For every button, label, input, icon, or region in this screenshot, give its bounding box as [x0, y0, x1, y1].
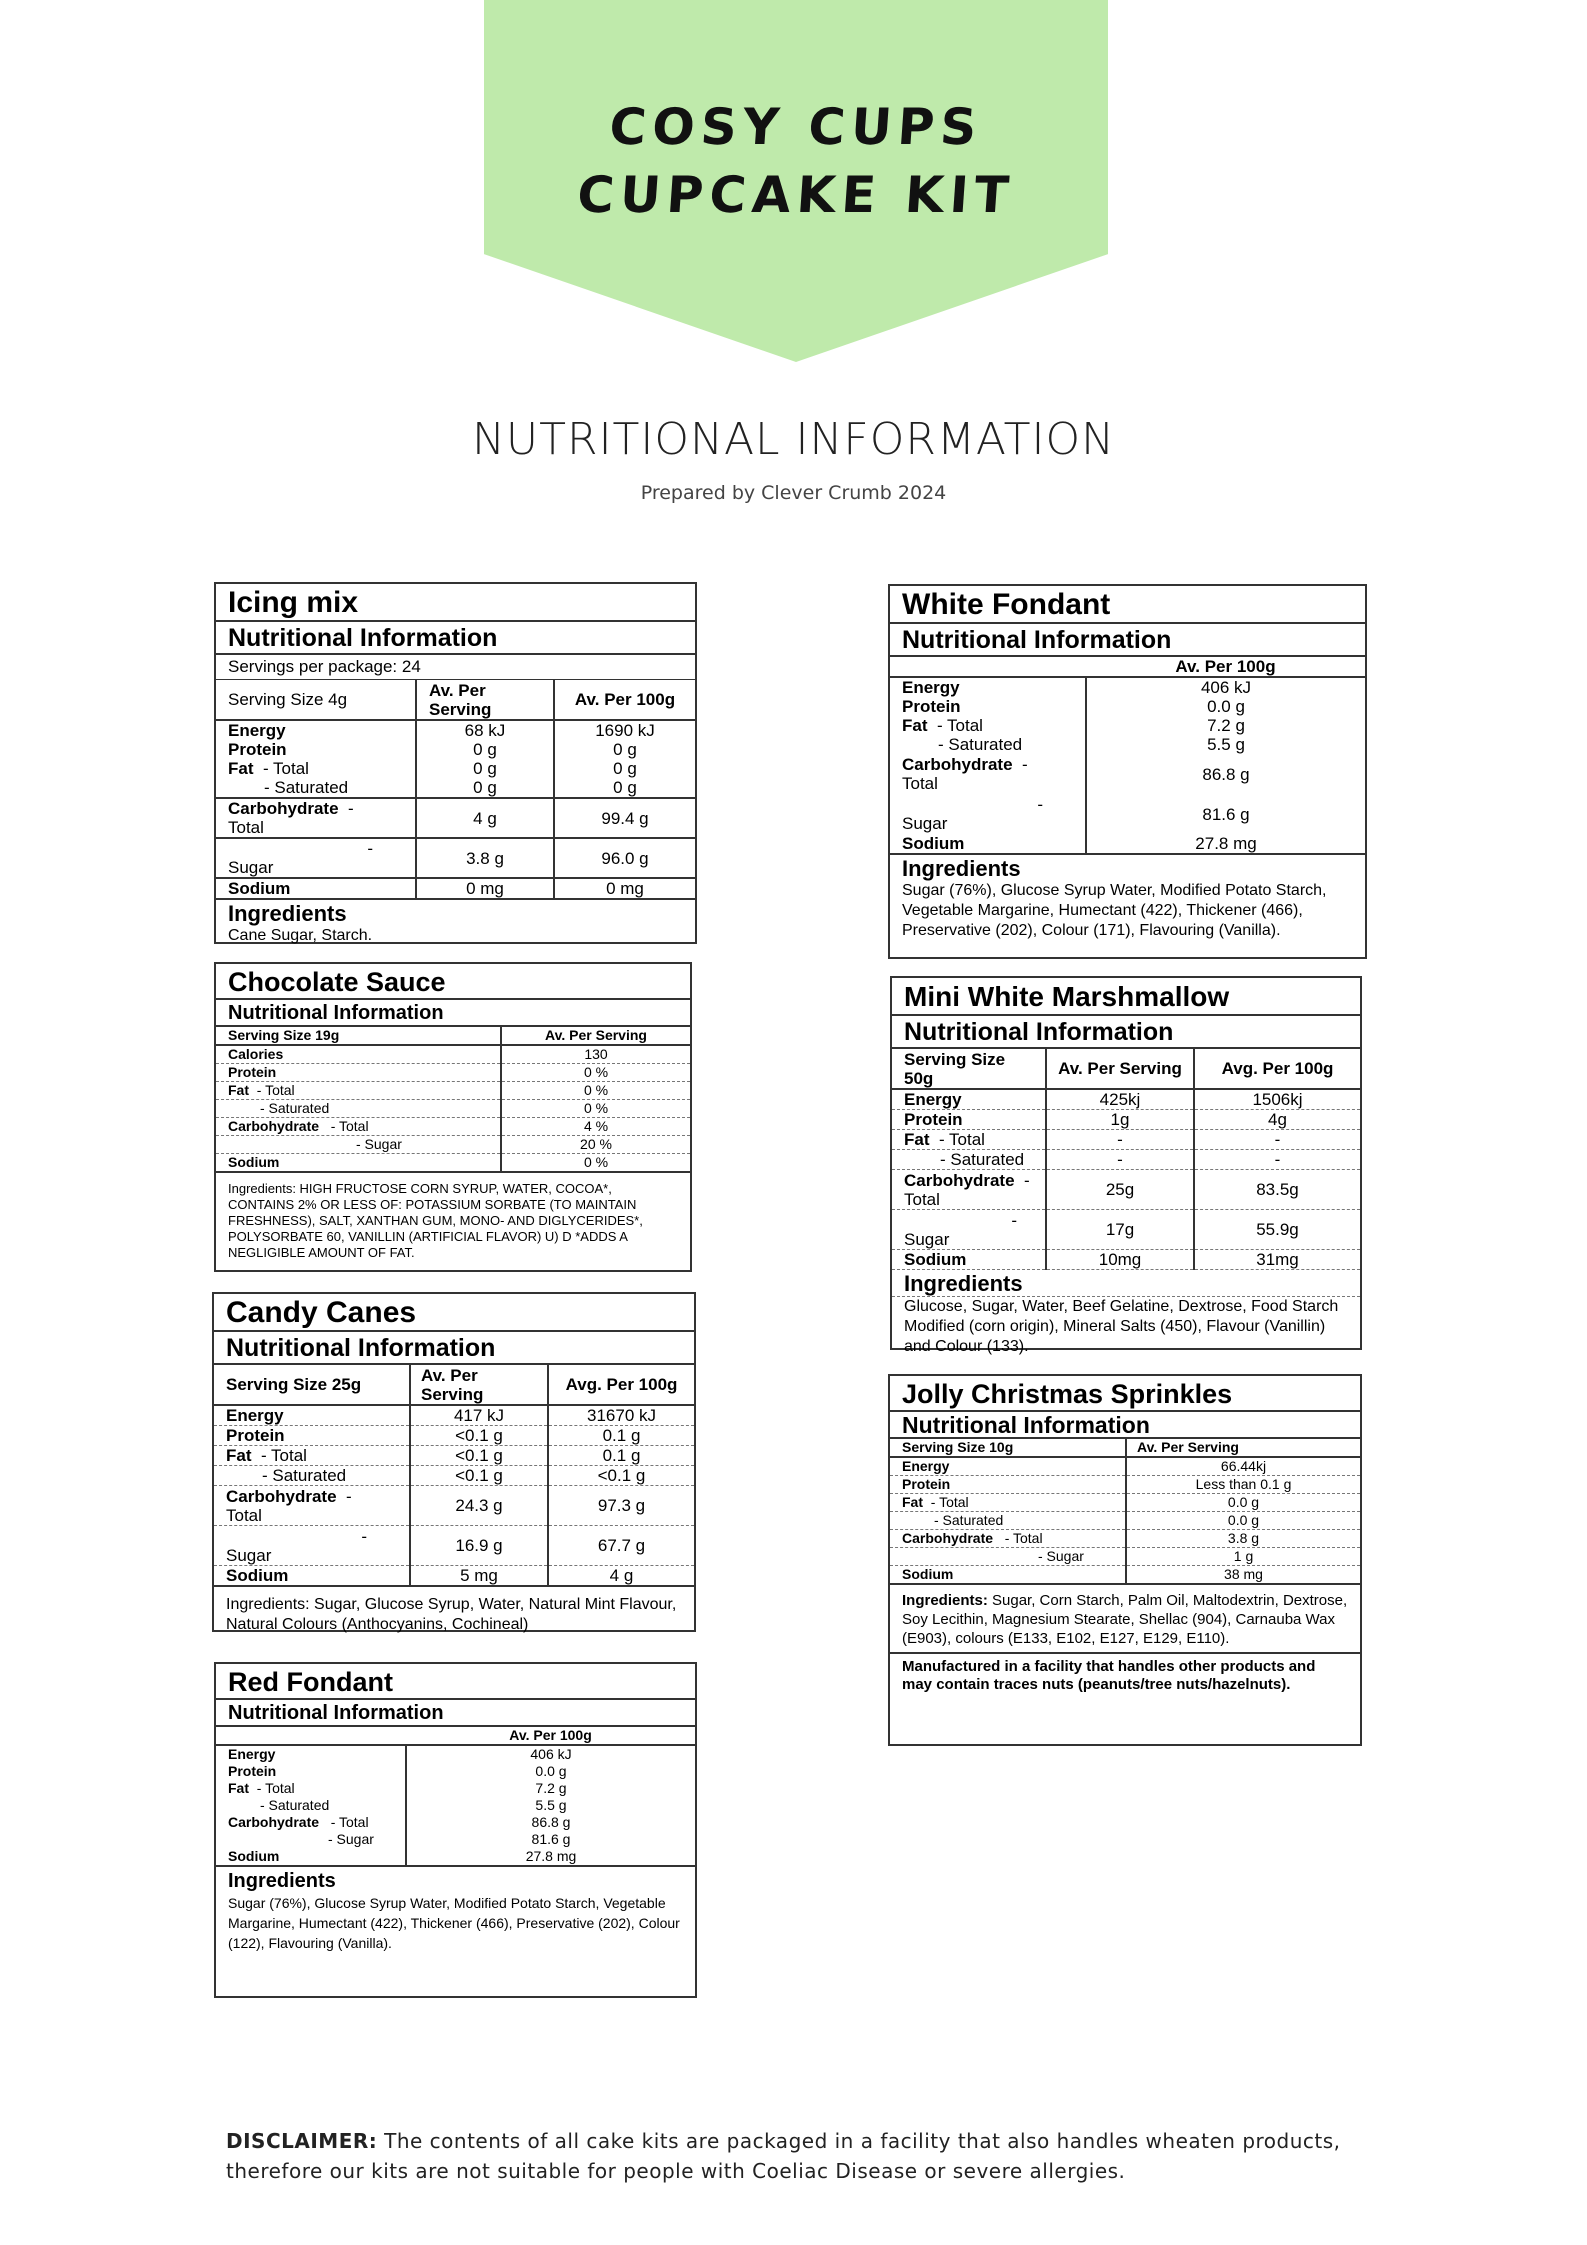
cell: 81.6 g: [1086, 794, 1365, 834]
panel-name: Mini White Marshmallow: [892, 978, 1360, 1016]
row-label: - Saturated: [938, 735, 1023, 754]
ingredients-text: Sugar (76%), Glucose Syrup Water, Modified Potato Starch, Vegetable Margarine, Humectant (422), Thickener (466), Preservative (202), Colour (171), Flavouring (Vanilla).: [902, 882, 1327, 939]
cell: 81.6 g: [406, 1831, 695, 1848]
row-label: Energy: [214, 1405, 410, 1426]
cell: 5 mg: [410, 1566, 548, 1587]
cell: <0.1 g: [410, 1466, 548, 1486]
row-label: Carbohydrate - Total: [902, 755, 1028, 793]
cell: 0 g: [416, 740, 554, 759]
nutrition-table: [892, 1049, 1360, 1270]
cell: 31mg: [1194, 1250, 1360, 1270]
cell: 0 g: [554, 778, 695, 798]
cell: 1506kj: [1194, 1089, 1360, 1110]
column-header: Av. Per Serving: [1126, 1439, 1360, 1457]
row-label: Protein: [890, 1476, 1126, 1494]
ingredients-title: Ingredients: [892, 1270, 1360, 1297]
cell: 5.5 g: [406, 1797, 695, 1814]
panel-jolly-christmas-sprinkles: [888, 1374, 1362, 1746]
row-label: Carbohydrate - Total: [890, 1530, 1126, 1548]
cell: -: [1194, 1150, 1360, 1170]
column-header: Av. Per 100g: [554, 680, 695, 720]
row-label: Sodium: [216, 1848, 406, 1866]
panel-icing-mix: [214, 582, 697, 944]
column-header: Avg. Per 100g: [1194, 1049, 1360, 1089]
panel-white-fondant: [888, 584, 1367, 959]
ingredients-text: Glucose, Sugar, Water, Beef Gelatine, Dextrose, Food Starch Modified (corn origin), Mineral Salts (450), Flavour (Vanillin) and Colour (133).: [904, 1298, 1339, 1355]
cell: 0 g: [416, 778, 554, 798]
serving-size: Serving Size 25g: [214, 1365, 410, 1405]
panel-heading: Nutritional Information: [890, 1412, 1360, 1439]
row-label: Carbohydrate - Total: [892, 1170, 1046, 1210]
cell: 425kj: [1046, 1089, 1194, 1110]
ingredients-text: Ingredients: Sugar, Glucose Syrup, Water, Natural Mint Flavour, Natural Colours (Anthocyanins, Cochineal): [226, 1596, 677, 1633]
panel-name: Chocolate Sauce: [216, 964, 690, 1000]
cell: 5.5 g: [1086, 735, 1365, 754]
cell: 7.2 g: [1086, 716, 1365, 735]
column-header: Av. Per Serving: [501, 1027, 690, 1045]
panel-heading: Nutritional Information: [216, 622, 695, 655]
row-label: - Saturated: [890, 1512, 1126, 1530]
column-header: Av. Per 100g: [1086, 657, 1365, 677]
row-label: Carbohydrate - Total: [216, 798, 416, 838]
ingredients-text: Cane Sugar, Starch.: [228, 927, 373, 944]
row-label: Fat - Total: [216, 1082, 501, 1100]
cell: 20 %: [501, 1136, 690, 1154]
panel-candy-canes: [212, 1292, 696, 1632]
column-header: Av. Per Serving: [410, 1365, 548, 1405]
cell: 417 kJ: [410, 1405, 548, 1426]
cell: 66.44kj: [1126, 1457, 1360, 1476]
cell: 1690 kJ: [554, 720, 695, 740]
panel-mini-white-marshmallow: [890, 976, 1362, 1355]
cell: 83.5g: [1194, 1170, 1360, 1210]
row-label: Protein: [892, 1110, 1046, 1130]
cell: 25g: [1046, 1170, 1194, 1210]
disclaimer-text: The contents of all cake kits are packaged in a facility that also handles wheaten products, therefore our kits are not suitable for people with Coeliac Disease or severe allergies.: [226, 2129, 1341, 2183]
facility-notice: Manufactured in a facility that handles other products and may contain traces nuts (peanuts/tree nuts/hazelnuts).: [890, 1652, 1360, 1698]
cell: 16.9 g: [410, 1526, 548, 1566]
cell: 0.0 g: [1126, 1512, 1360, 1530]
panel-heading: Nutritional Information: [214, 1332, 694, 1365]
row-label: - Saturated: [892, 1150, 1046, 1170]
cell: 17g: [1046, 1210, 1194, 1250]
cell: <0.1 g: [410, 1446, 548, 1466]
cell: 0.1 g: [548, 1446, 694, 1466]
cell: 1 g: [1126, 1548, 1360, 1566]
panel-heading: Nutritional Information: [216, 1000, 690, 1027]
row-label: Protein: [902, 697, 961, 716]
cell: -: [1194, 1130, 1360, 1150]
row-label: Calories: [216, 1045, 501, 1064]
row-label: Energy: [228, 721, 286, 740]
cell: 96.0 g: [554, 838, 695, 878]
serving-size: Serving Size 50g: [892, 1049, 1046, 1089]
cell: 68 kJ: [416, 720, 554, 740]
serving-size: Serving Size 19g: [216, 1027, 501, 1045]
brand-title-line1: COSY CUPS: [607, 98, 985, 156]
row-label: Energy: [902, 678, 960, 697]
cell: 27.8 mg: [1086, 834, 1365, 854]
row-label: Energy: [228, 1746, 276, 1762]
row-label: Fat - Total: [214, 1446, 410, 1466]
column-header: Av. Per Serving: [1046, 1049, 1194, 1089]
cell: 4 g: [548, 1566, 694, 1587]
cell: 55.9g: [1194, 1210, 1360, 1250]
panel-red-fondant: [214, 1662, 697, 1998]
panel-name: Icing mix: [216, 584, 695, 622]
row-label: Fat - Total: [890, 1494, 1126, 1512]
row-label: - Sugar: [902, 795, 1043, 833]
cell: Less than 0.1 g: [1126, 1476, 1360, 1494]
cell: 3.8 g: [416, 838, 554, 878]
row-label: Fat - Total: [228, 759, 309, 778]
row-label: - Saturated: [260, 1797, 330, 1813]
nutrition-table: [214, 1365, 694, 1587]
cell: 1g: [1046, 1110, 1194, 1130]
row-label: - Sugar: [216, 1136, 501, 1154]
panel-name: Candy Canes: [214, 1294, 694, 1332]
row-label: - Sugar: [216, 838, 416, 878]
row-label: Energy: [890, 1457, 1126, 1476]
row-label: Carbohydrate - Total: [214, 1486, 410, 1526]
row-label: - Saturated: [216, 778, 416, 798]
row-label: Protein: [214, 1426, 410, 1446]
ingredients-text: Sugar (76%), Glucose Syrup Water, Modified Potato Starch, Vegetable Margarine, Humectant (422), Thickener (466), Preservative (202), Colour (122), Flavouring (Vanilla).: [228, 1895, 680, 1951]
cell: -: [1046, 1130, 1194, 1150]
cell: 86.8 g: [406, 1814, 695, 1831]
disclaimer-label: DISCLAIMER:: [226, 2129, 378, 2153]
panel-name: White Fondant: [890, 586, 1365, 624]
cell: 0 %: [501, 1154, 690, 1173]
panel-heading: Nutritional Information: [892, 1016, 1360, 1049]
column-header: Avg. Per 100g: [548, 1365, 694, 1405]
row-label: Sodium: [890, 1566, 1126, 1585]
page-title: NUTRITIONAL INFORMATION: [472, 414, 1115, 465]
row-label: Protein: [216, 1064, 501, 1082]
nutrition-table: [890, 1439, 1360, 1585]
panel-name: Red Fondant: [216, 1664, 695, 1700]
cell: 130: [501, 1045, 690, 1064]
row-label: Sodium: [892, 1250, 1046, 1270]
cell: 406 kJ: [1086, 677, 1365, 697]
row-label: Carbohydrate - Total: [216, 1118, 501, 1136]
row-label: - Saturated: [216, 1100, 501, 1118]
row-label: Sodium: [890, 834, 1086, 854]
nutrition-table: [216, 680, 695, 900]
cell: 10mg: [1046, 1250, 1194, 1270]
column-header: Av. Per Serving: [416, 680, 554, 720]
cell: <0.1 g: [410, 1426, 548, 1446]
row-label: Fat - Total: [892, 1130, 1046, 1150]
panel-chocolate-sauce: [214, 962, 692, 1272]
cell: 0 mg: [554, 878, 695, 899]
ingredients-text: Ingredients: Sugar, Corn Starch, Palm Oil, Maltodextrin, Dextrose, Soy Lecithin, Magnesium Stearate, Shellac (904), Carnauba Wax (E903), colours (E133, E102, E127, E129, E110).: [902, 1592, 1348, 1647]
cell: 7.2 g: [406, 1780, 695, 1797]
page-subtitle: Prepared by Clever Crumb 2024: [640, 482, 947, 504]
cell: 0 g: [554, 759, 695, 778]
brand-title-line2: CUPCAKE KIT: [575, 166, 1017, 224]
cell: 0.0 g: [406, 1763, 695, 1780]
row-label: Fat - Total: [902, 716, 983, 735]
cell: 0.1 g: [548, 1426, 694, 1446]
cell: 31670 kJ: [548, 1405, 694, 1426]
cell: 67.7 g: [548, 1526, 694, 1566]
cell: 24.3 g: [410, 1486, 548, 1526]
cell: 97.3 g: [548, 1486, 694, 1526]
cell: 0 %: [501, 1100, 690, 1118]
ingredients-title: Ingredients: [902, 856, 1021, 881]
row-label: - Saturated: [214, 1466, 410, 1486]
row-label: Protein: [228, 740, 287, 759]
row-label: - Sugar: [214, 1526, 410, 1566]
cell: 0 %: [501, 1064, 690, 1082]
panel-name: Jolly Christmas Sprinkles: [890, 1376, 1360, 1412]
row-label: Carbohydrate - Total: [228, 1814, 369, 1830]
cell: 27.8 mg: [406, 1848, 695, 1866]
servings-per-package: Servings per package: 24: [216, 655, 695, 680]
row-label: Energy: [892, 1089, 1046, 1110]
column-header: Av. Per 100g: [406, 1727, 695, 1745]
cell: <0.1 g: [548, 1466, 694, 1486]
cell: 4 g: [416, 798, 554, 838]
cell: -: [1046, 1150, 1194, 1170]
cell: 3.8 g: [1126, 1530, 1360, 1548]
cell: 0.0 g: [1126, 1494, 1360, 1512]
panel-heading: Nutritional Information: [216, 1700, 695, 1727]
row-label: - Sugar: [328, 1831, 374, 1847]
serving-size: Serving Size 10g: [890, 1439, 1126, 1457]
cell: 99.4 g: [554, 798, 695, 838]
ingredients-title: Ingredients: [228, 1870, 336, 1892]
cell: 0 mg: [416, 878, 554, 899]
cell: 0.0 g: [1086, 697, 1365, 716]
ingredients-text: Ingredients: HIGH FRUCTOSE CORN SYRUP, WATER, COCOA*, CONTAINS 2% OR LESS OF: POTASSIUM SORBATE (TO MAINTAIN FRESHNESS), SALT, XANTHAN GUM, MONO- AND DIGLYCERIDES*, POLYSORBATE 60, VANILLIN (ARTIFICIAL FLAVOR) U) D *ADDS A NEGLIGIBLE AMOUNT OF FAT.: [228, 1181, 643, 1260]
row-label: Protein: [228, 1763, 277, 1779]
cell: 0 g: [554, 740, 695, 759]
cell: 0 g: [416, 759, 554, 778]
cell: 0 %: [501, 1082, 690, 1100]
nutrition-table: [216, 1727, 695, 1867]
row-label: - Sugar: [892, 1210, 1046, 1250]
nutrition-table: [216, 1027, 690, 1173]
cell: 4g: [1194, 1110, 1360, 1130]
cell: 86.8 g: [1086, 754, 1365, 794]
row-label: - Sugar: [890, 1548, 1126, 1566]
disclaimer: [226, 2126, 1376, 2186]
row-label: Sodium: [216, 878, 416, 899]
cell: 38 mg: [1126, 1566, 1360, 1585]
row-label: Sodium: [216, 1154, 501, 1173]
nutrition-table: [890, 657, 1365, 855]
row-label: Fat - Total: [228, 1780, 295, 1796]
ingredients-title: Ingredients: [228, 901, 347, 926]
panel-heading: Nutritional Information: [890, 624, 1365, 657]
cell: 406 kJ: [406, 1745, 695, 1763]
row-label: Sodium: [214, 1566, 410, 1587]
serving-size: Serving Size 4g: [216, 680, 416, 720]
cell: 4 %: [501, 1118, 690, 1136]
